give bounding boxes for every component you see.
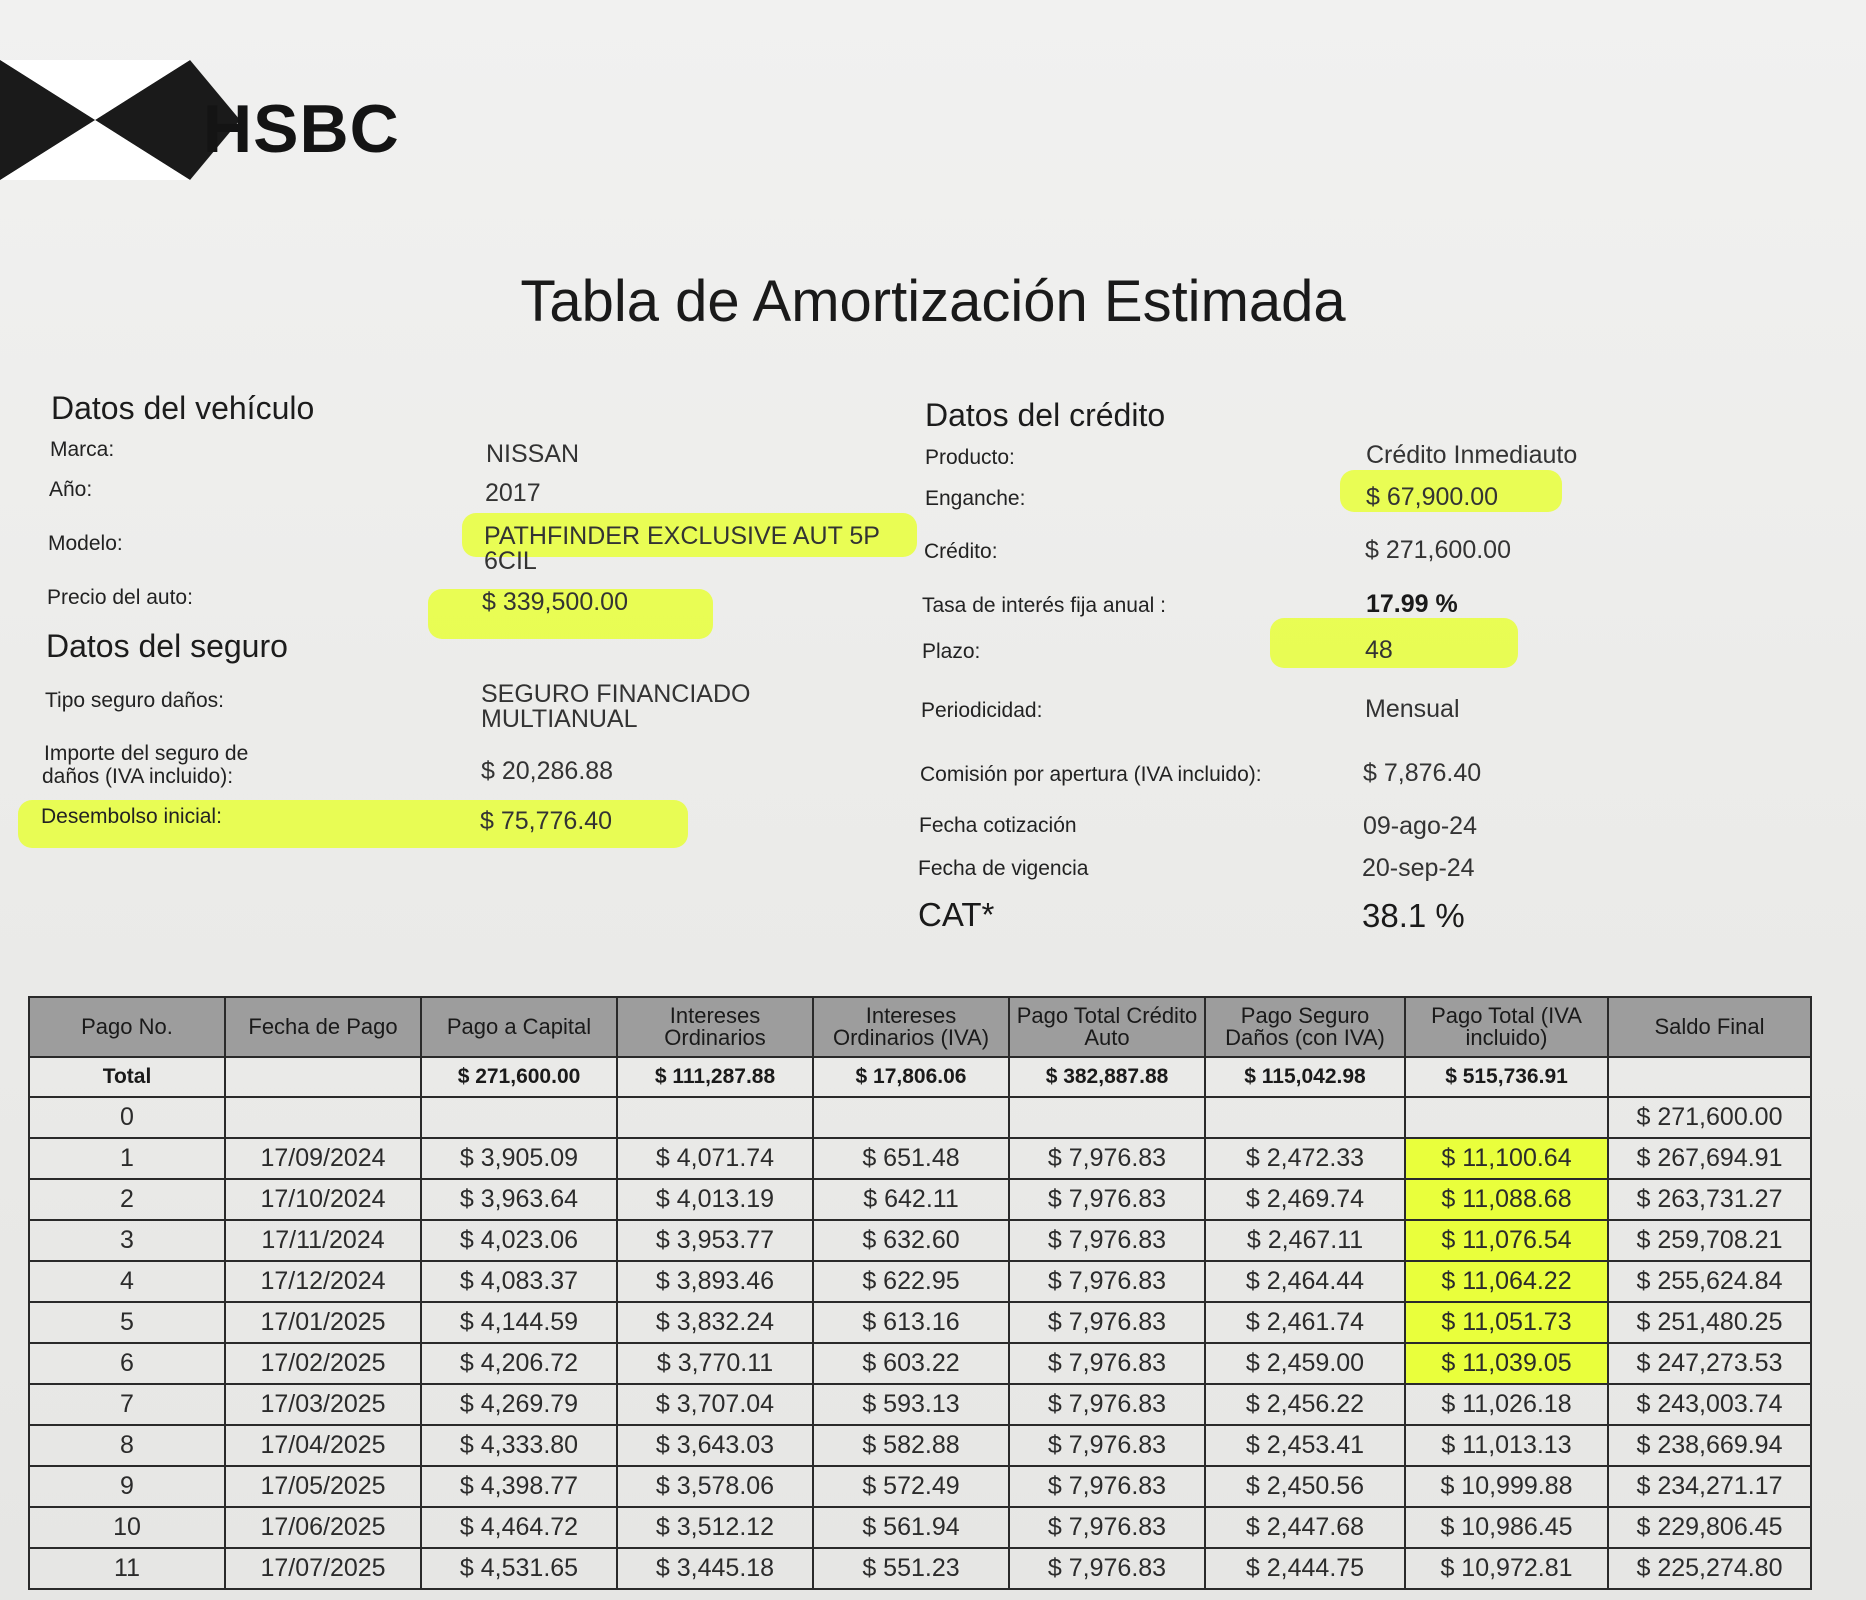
table-cell: $ 2,444.75 [1205, 1548, 1405, 1589]
table-cell: 2 [29, 1179, 225, 1220]
table-cell: 17/04/2025 [225, 1425, 421, 1466]
table-cell: $ 11,100.64 [1405, 1138, 1608, 1179]
fecha-cotizacion-value: 09-ago-24 [1363, 812, 1477, 840]
table-cell: $ 259,708.21 [1608, 1220, 1811, 1261]
table-cell [1205, 1097, 1405, 1138]
table-cell: $ 263,731.27 [1608, 1179, 1811, 1220]
importe-label-line1: Importe del seguro de [44, 742, 249, 765]
table-cell: 4 [29, 1261, 225, 1302]
page-title: Tabla de Amortización Estimada [520, 269, 1346, 334]
precio-label: Precio del auto: [47, 586, 193, 609]
desembolso-label: Desembolso inicial: [41, 805, 222, 828]
table-cell [1009, 1097, 1205, 1138]
table-row [29, 1179, 1811, 1220]
enganche-value: $ 67,900.00 [1366, 483, 1499, 511]
table-cell: $ 11,064.22 [1405, 1261, 1608, 1302]
table-cell: $ 3,445.18 [617, 1548, 813, 1589]
fecha-vigencia-value: 20-sep-24 [1362, 854, 1475, 882]
tasa-label: Tasa de interés fija anual : [922, 594, 1166, 617]
table-cell: $ 225,274.80 [1608, 1548, 1811, 1589]
table-cell: $ 603.22 [813, 1343, 1009, 1384]
table-cell: $ 267,694.91 [1608, 1138, 1811, 1179]
table-cell [421, 1097, 617, 1138]
periodicidad-value: Mensual [1365, 695, 1460, 723]
table-cell: $ 4,531.65 [421, 1548, 617, 1589]
table-cell: $ 247,273.53 [1608, 1343, 1811, 1384]
table-row [29, 1220, 1811, 1261]
comision-value: $ 7,876.40 [1363, 759, 1482, 787]
table-cell: $ 2,450.56 [1205, 1466, 1405, 1507]
table-cell: $ 255,624.84 [1608, 1261, 1811, 1302]
tipo-seguro-line2: MULTIANUAL [481, 705, 638, 733]
table-cell: $ 11,076.54 [1405, 1220, 1608, 1261]
table-cell: $ 2,464.44 [1205, 1261, 1405, 1302]
table-cell: $ 4,333.80 [421, 1425, 617, 1466]
table-cell: $ 4,398.77 [421, 1466, 617, 1507]
table-row [29, 1138, 1811, 1179]
modelo-value-line2: 6CIL [484, 547, 537, 575]
table-cell: 1 [29, 1138, 225, 1179]
table-cell: $ 4,023.06 [421, 1220, 617, 1261]
cat-value: 38.1 % [1362, 897, 1465, 934]
table-cell: $ 3,578.06 [617, 1466, 813, 1507]
plazo-label: Plazo: [922, 640, 981, 663]
table-cell: $ 4,013.19 [617, 1179, 813, 1220]
table-cell: $ 10,986.45 [1405, 1507, 1608, 1548]
table-cell: $ 7,976.83 [1009, 1343, 1205, 1384]
table-cell: $ 3,770.11 [617, 1343, 813, 1384]
header-pago-no: Pago No. [29, 997, 225, 1057]
table-cell: $ 3,643.03 [617, 1425, 813, 1466]
table-cell [225, 1057, 421, 1097]
table-cell: $ 2,467.11 [1205, 1220, 1405, 1261]
credito-heading: Datos del crédito [925, 397, 1166, 433]
table-cell: $ 651.48 [813, 1138, 1009, 1179]
table-cell: $ 4,269.79 [421, 1384, 617, 1425]
table-cell: $ 10,999.88 [1405, 1466, 1608, 1507]
table-cell: $ 632.60 [813, 1220, 1009, 1261]
table-cell: $ 7,976.83 [1009, 1261, 1205, 1302]
table-cell: 10 [29, 1507, 225, 1548]
table-cell: $ 271,600.00 [421, 1057, 617, 1097]
importe-label-line2: daños (IVA incluido): [42, 765, 234, 788]
table-cell: $ 7,976.83 [1009, 1384, 1205, 1425]
table-cell: 0 [29, 1097, 225, 1138]
seguro-heading: Datos del seguro [46, 628, 288, 664]
table-cell: $ 3,893.46 [617, 1261, 813, 1302]
table-cell: 9 [29, 1466, 225, 1507]
table-cell [225, 1097, 421, 1138]
table-cell [617, 1097, 813, 1138]
table-cell: $ 251,480.25 [1608, 1302, 1811, 1343]
table-cell: $ 2,461.74 [1205, 1302, 1405, 1343]
table-cell: $ 11,051.73 [1405, 1302, 1608, 1343]
table-cell: 17/06/2025 [225, 1507, 421, 1548]
marca-label: Marca: [50, 438, 115, 461]
table-cell: $ 582.88 [813, 1425, 1009, 1466]
modelo-label: Modelo: [48, 532, 123, 555]
table-cell: $ 2,447.68 [1205, 1507, 1405, 1548]
table-cell: $ 111,287.88 [617, 1057, 813, 1097]
table-cell [813, 1097, 1009, 1138]
fecha-cotizacion-label: Fecha cotización [919, 814, 1077, 837]
table-cell: $ 238,669.94 [1608, 1425, 1811, 1466]
precio-value: $ 339,500.00 [482, 588, 628, 616]
table-cell [1608, 1057, 1811, 1097]
table-cell: $ 3,512.12 [617, 1507, 813, 1548]
vehiculo-heading: Datos del vehículo [51, 390, 315, 426]
tipo-seguro-label: Tipo seguro daños: [45, 689, 225, 712]
table-cell: $ 622.95 [813, 1261, 1009, 1302]
enganche-label: Enganche: [925, 487, 1026, 510]
desembolso-value: $ 75,776.40 [480, 807, 613, 835]
table-cell: $ 515,736.91 [1405, 1057, 1608, 1097]
header-pago-capital: Pago a Capital [421, 997, 617, 1057]
table-cell: $ 642.11 [813, 1179, 1009, 1220]
table-cell: $ 4,206.72 [421, 1343, 617, 1384]
table-cell: $ 229,806.45 [1608, 1507, 1811, 1548]
table-row [29, 1097, 1811, 1138]
anio-label: Año: [49, 478, 93, 501]
table-cell: 17/07/2025 [225, 1548, 421, 1589]
table-cell: $ 243,003.74 [1608, 1384, 1811, 1425]
producto-label: Producto: [925, 446, 1015, 469]
table-cell: $ 11,013.13 [1405, 1425, 1608, 1466]
table-cell: $ 3,905.09 [421, 1138, 617, 1179]
table-cell: $ 11,039.05 [1405, 1343, 1608, 1384]
table-cell: $ 7,976.83 [1009, 1507, 1205, 1548]
table-cell: 17/12/2024 [225, 1261, 421, 1302]
table-cell: 3 [29, 1220, 225, 1261]
table-cell: $ 613.16 [813, 1302, 1009, 1343]
table-cell: $ 4,464.72 [421, 1507, 617, 1548]
table-cell: $ 2,453.41 [1205, 1425, 1405, 1466]
table-row [29, 1466, 1811, 1507]
credito-value: $ 271,600.00 [1365, 536, 1511, 564]
table-cell: $ 4,071.74 [617, 1138, 813, 1179]
table-cell: $ 3,832.24 [617, 1302, 813, 1343]
table-row [29, 1384, 1811, 1425]
table-cell: $ 382,887.88 [1009, 1057, 1205, 1097]
table-cell: $ 551.23 [813, 1548, 1009, 1589]
anio-value: 2017 [485, 479, 541, 507]
table-cell: $ 593.13 [813, 1384, 1009, 1425]
table-cell: $ 2,456.22 [1205, 1384, 1405, 1425]
brand-name: HSBC [203, 91, 400, 167]
table-cell: 17/01/2025 [225, 1302, 421, 1343]
tasa-value: 17.99 % [1366, 590, 1458, 618]
plazo-value: 48 [1365, 636, 1393, 664]
producto-value: Crédito Inmediauto [1366, 441, 1578, 469]
table-cell: $ 3,953.77 [617, 1220, 813, 1261]
tipo-seguro-line1: SEGURO FINANCIADO [481, 680, 751, 708]
table-cell: $ 2,472.33 [1205, 1138, 1405, 1179]
table-cell: 8 [29, 1425, 225, 1466]
table-cell: $ 2,459.00 [1205, 1343, 1405, 1384]
table-cell: $ 7,976.83 [1009, 1302, 1205, 1343]
table-cell: $ 7,976.83 [1009, 1220, 1205, 1261]
table-cell: $ 234,271.17 [1608, 1466, 1811, 1507]
table-row [29, 1261, 1811, 1302]
table-cell: $ 7,976.83 [1009, 1466, 1205, 1507]
table-cell: 6 [29, 1343, 225, 1384]
header-fecha-pago: Fecha de Pago [225, 997, 421, 1057]
table-cell: $ 3,707.04 [617, 1384, 813, 1425]
importe-value: $ 20,286.88 [481, 757, 614, 785]
table-cell: $ 11,088.68 [1405, 1179, 1608, 1220]
cat-label: CAT* [918, 896, 995, 933]
table-cell: 17/02/2025 [225, 1343, 421, 1384]
table-cell: 5 [29, 1302, 225, 1343]
table-row [29, 1343, 1811, 1384]
credito-label: Crédito: [924, 540, 998, 563]
table-row [29, 1507, 1811, 1548]
header-saldo-final: Saldo Final [1608, 997, 1811, 1057]
table-cell: 17/10/2024 [225, 1179, 421, 1220]
header-intereses: Intereses Ordinarios [617, 997, 813, 1057]
table-cell: $ 7,976.83 [1009, 1548, 1205, 1589]
table-cell: $ 7,976.83 [1009, 1179, 1205, 1220]
fecha-vigencia-label: Fecha de vigencia [918, 857, 1089, 880]
table-cell: $ 7,976.83 [1009, 1138, 1205, 1179]
table-row [29, 1302, 1811, 1343]
table-cell: $ 2,469.74 [1205, 1179, 1405, 1220]
table-cell: $ 17,806.06 [813, 1057, 1009, 1097]
marca-value: NISSAN [486, 440, 580, 468]
table-cell: $ 4,144.59 [421, 1302, 617, 1343]
table-cell: $ 271,600.00 [1608, 1097, 1811, 1138]
table-header-row [29, 997, 1811, 1057]
header-intereses-iva: Intereses Ordinarios (IVA) [813, 997, 1009, 1057]
table-cell: 7 [29, 1384, 225, 1425]
table-cell: $ 561.94 [813, 1507, 1009, 1548]
amortization-table [28, 996, 1812, 1590]
table-cell: $ 11,026.18 [1405, 1384, 1608, 1425]
table-cell: 11 [29, 1548, 225, 1589]
highlight-plazo [1270, 618, 1518, 668]
table-cell: Total [29, 1057, 225, 1097]
table-total-row [29, 1057, 1811, 1097]
modelo-value-line1: PATHFINDER EXCLUSIVE AUT 5P [484, 522, 880, 550]
table-cell: 17/09/2024 [225, 1138, 421, 1179]
table-cell: $ 4,083.37 [421, 1261, 617, 1302]
table-cell: 17/05/2025 [225, 1466, 421, 1507]
table-cell: $ 572.49 [813, 1466, 1009, 1507]
table-cell: $ 10,972.81 [1405, 1548, 1608, 1589]
table-cell: $ 115,042.98 [1205, 1057, 1405, 1097]
table-cell [1405, 1097, 1608, 1138]
header-pago-total-iva: Pago Total (IVA incluido) [1405, 997, 1608, 1057]
table-row [29, 1425, 1811, 1466]
table-row [29, 1548, 1811, 1589]
table-cell: 17/03/2025 [225, 1384, 421, 1425]
table-cell: $ 3,963.64 [421, 1179, 617, 1220]
header-pago-total-credito: Pago Total Crédito Auto [1009, 997, 1205, 1057]
header-pago-seguro: Pago Seguro Daños (con IVA) [1205, 997, 1405, 1057]
comision-label: Comisión por apertura (IVA incluido): [920, 763, 1262, 786]
table-cell: $ 7,976.83 [1009, 1425, 1205, 1466]
table-cell: 17/11/2024 [225, 1220, 421, 1261]
periodicidad-label: Periodicidad: [921, 699, 1043, 722]
